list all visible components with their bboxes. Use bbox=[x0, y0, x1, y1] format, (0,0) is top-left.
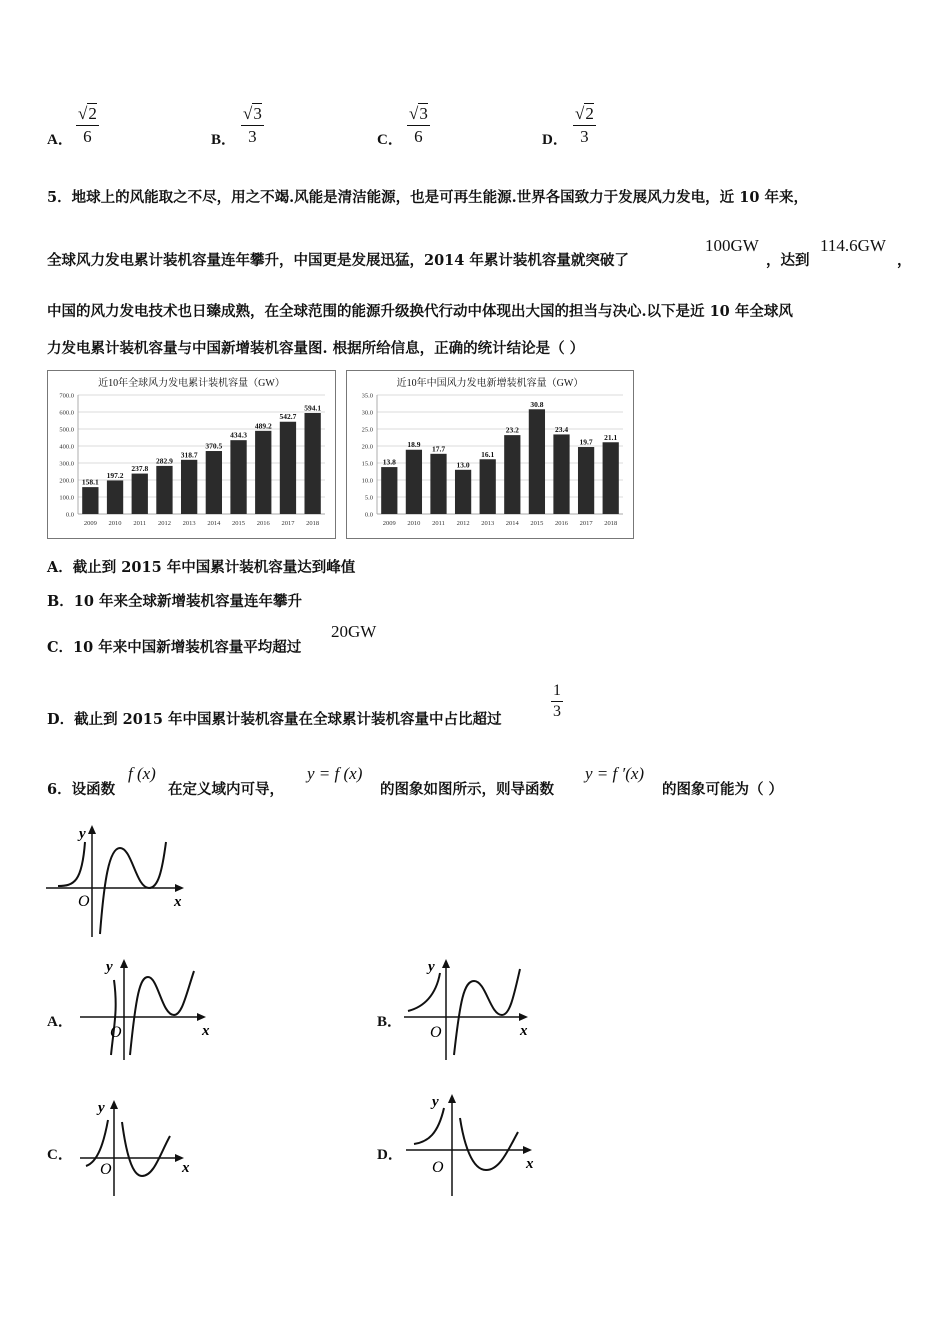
x-tick-label: 2011 bbox=[133, 520, 147, 527]
y-label: y bbox=[79, 826, 86, 842]
bar-value-label: 282.9 bbox=[156, 456, 173, 466]
q6-math-y-fprime: y = f ′(x) bbox=[585, 764, 645, 783]
q5-line-2: 全球风力发电累计装机容量连年攀升，中国更是发展迅猛，2014 年累计装机容量就突破了 bbox=[47, 252, 629, 269]
q6-option-a-label: A． bbox=[47, 1014, 73, 1030]
q5-text-reach: ，达到 bbox=[766, 252, 810, 269]
curve-right bbox=[460, 1118, 518, 1170]
y-label: y bbox=[106, 959, 113, 975]
bar-2014 bbox=[504, 435, 520, 514]
x-tick-label: 2014 bbox=[207, 520, 221, 527]
y-axis-arrow bbox=[88, 825, 96, 834]
q4-option-a-fraction: √2 6 bbox=[78, 104, 97, 146]
bar-2017 bbox=[280, 422, 296, 514]
bar-2011 bbox=[430, 454, 446, 514]
q6-option-d-label: D． bbox=[377, 1147, 403, 1163]
q5-line-4: 力发电累计装机容量与中国新增装机容量图. 根据所给信息，正确的统计结论是（ ） bbox=[47, 340, 585, 357]
bar-value-label: 16.1 bbox=[481, 449, 495, 459]
bar-value-label: 30.8 bbox=[530, 399, 544, 409]
y-tick-label: 30.0 bbox=[361, 409, 373, 417]
bar-2009 bbox=[82, 487, 98, 514]
y-tick-label: 0.0 bbox=[65, 511, 74, 519]
bar-value-label: 18.9 bbox=[407, 440, 421, 450]
x-tick-label: 2013 bbox=[481, 520, 495, 527]
y-tick-label: 15.0 bbox=[361, 460, 373, 468]
y-tick-label: 600.0 bbox=[59, 409, 74, 417]
curve-left bbox=[414, 1108, 444, 1144]
bar-value-label: 434.3 bbox=[230, 430, 247, 440]
q5-math-100gw: 100GW bbox=[705, 236, 759, 255]
bar-value-label: 318.7 bbox=[180, 450, 198, 460]
origin-label: O bbox=[432, 1159, 444, 1176]
y-label: y bbox=[98, 1100, 105, 1116]
origin-label: O bbox=[78, 893, 90, 910]
bar-value-label: 19.7 bbox=[579, 437, 593, 447]
y-tick-label: 25.0 bbox=[361, 426, 373, 434]
y-tick-label: 5.0 bbox=[364, 494, 373, 502]
bar-value-label: 23.2 bbox=[505, 425, 519, 435]
bar-value-label: 158.1 bbox=[81, 477, 99, 487]
bar-2018 bbox=[304, 413, 320, 514]
q5-line-1: 5．地球上的风能取之不尽，用之不竭.风能是清洁能源，也是可再生能源.世界各国致力于发展风力发电，近 10 年来， bbox=[47, 189, 808, 206]
x-tick-label: 2018 bbox=[604, 520, 618, 527]
y-tick-label: 10.0 bbox=[361, 477, 373, 485]
y-tick-label: 400.0 bbox=[59, 443, 74, 451]
chart-title: 近10年中国风力发电新增装机容量（GW） bbox=[396, 378, 584, 389]
global-capacity-chart bbox=[47, 370, 336, 539]
y-tick-label: 500.0 bbox=[59, 426, 74, 434]
curve-right bbox=[122, 1122, 170, 1176]
y-tick-label: 200.0 bbox=[59, 477, 74, 485]
y-tick-label: 0.0 bbox=[364, 511, 373, 519]
q5-option-b: B．10 年来全球新增装机容量连年攀升 bbox=[47, 593, 302, 610]
q5-option-a: A．截止到 2015 年中国累计装机容量达到峰值 bbox=[47, 559, 356, 576]
q4-option-c-label: C． bbox=[377, 132, 403, 148]
x-tick-label: 2015 bbox=[530, 520, 544, 527]
q6-math-fx: f (x) bbox=[128, 764, 156, 783]
x-tick-label: 2012 bbox=[456, 520, 470, 527]
bar-value-label: 197.2 bbox=[106, 470, 124, 480]
q6-suffix: 的图象可能为（ ） bbox=[662, 781, 784, 798]
bar-2010 bbox=[406, 450, 422, 514]
bar-2013 bbox=[480, 459, 496, 514]
bar-2013 bbox=[181, 460, 197, 514]
q6-option-c-label: C． bbox=[47, 1147, 73, 1163]
q6-option-b-graph[interactable] bbox=[402, 955, 542, 1065]
x-tick-label: 2018 bbox=[306, 520, 320, 527]
q6-prefix: 6．设函数 bbox=[47, 781, 116, 798]
y-tick-label: 35.0 bbox=[361, 392, 373, 400]
x-tick-label: 2015 bbox=[232, 520, 246, 527]
q5-line-3: 中国的风力发电技术也日臻成熟，在全球范围的能源升级换代行动中体现出大国的担当与决心.以下是近 10 年全球风 bbox=[47, 303, 793, 320]
q4-option-d-label: D． bbox=[542, 132, 568, 148]
y-axis-arrow bbox=[110, 1100, 118, 1109]
y-tick-label: 700.0 bbox=[59, 392, 74, 400]
bar-2014 bbox=[206, 451, 222, 514]
bar-value-label: 237.8 bbox=[131, 464, 149, 474]
x-label: x bbox=[182, 1160, 190, 1176]
bar-2010 bbox=[107, 480, 123, 514]
q4-option-b-fraction: √3 3 bbox=[243, 104, 262, 146]
y-axis-arrow bbox=[442, 959, 450, 968]
china-new-capacity-chart-svg bbox=[347, 371, 633, 538]
q6-option-a-graph[interactable] bbox=[78, 955, 218, 1065]
y-axis-arrow bbox=[448, 1094, 456, 1103]
x-tick-label: 2017 bbox=[281, 520, 295, 527]
bar-value-label: 21.1 bbox=[604, 432, 618, 442]
x-axis-arrow bbox=[523, 1146, 532, 1154]
y-label: y bbox=[432, 1094, 439, 1110]
bar-2016 bbox=[255, 431, 271, 514]
bar-value-label: 489.2 bbox=[254, 421, 272, 431]
q6-option-d-graph[interactable] bbox=[402, 1088, 552, 1203]
q4-option-d-fraction: √2 3 bbox=[575, 104, 594, 146]
q5-option-d-fraction: 1 3 bbox=[553, 682, 561, 720]
x-axis-arrow bbox=[197, 1013, 206, 1021]
x-tick-label: 2017 bbox=[579, 520, 593, 527]
q4-option-c-fraction: √3 6 bbox=[409, 104, 428, 146]
q5-math-114gw: 114.6GW bbox=[820, 236, 886, 255]
curve-right bbox=[130, 971, 194, 1055]
global-capacity-chart-svg bbox=[48, 371, 335, 538]
q5-text-comma: ， bbox=[897, 252, 912, 269]
bar-value-label: 542.7 bbox=[279, 412, 297, 422]
curve-right bbox=[454, 969, 520, 1055]
x-tick-label: 2010 bbox=[108, 520, 122, 527]
x-label: x bbox=[526, 1156, 534, 1172]
bar-2012 bbox=[455, 470, 471, 514]
q4-option-b-label: B． bbox=[211, 132, 237, 148]
bar-2015 bbox=[529, 409, 545, 514]
x-tick-label: 2016 bbox=[256, 520, 270, 527]
origin-label: O bbox=[110, 1024, 122, 1041]
origin-label: O bbox=[430, 1024, 442, 1041]
curve-left bbox=[408, 973, 440, 1011]
origin-label: O bbox=[100, 1161, 112, 1178]
chart-title: 近10年全球风力发电累计装机容量（GW） bbox=[98, 378, 285, 389]
bar-2018 bbox=[603, 442, 619, 514]
bar-2017 bbox=[578, 447, 594, 514]
china-new-capacity-chart bbox=[346, 370, 634, 539]
bar-2012 bbox=[156, 466, 172, 514]
q6-mid-2: 的图象如图所示，则导函数 bbox=[380, 781, 554, 798]
x-tick-label: 2016 bbox=[555, 520, 568, 527]
x-label: x bbox=[174, 894, 182, 910]
y-axis-arrow bbox=[120, 959, 128, 968]
bar-2016 bbox=[553, 434, 569, 514]
q6-main-graph bbox=[44, 822, 194, 942]
q5-option-c-math: 20GW bbox=[331, 622, 377, 641]
y-label: y bbox=[428, 959, 435, 975]
q4-option-a-label: A． bbox=[47, 132, 73, 148]
q6-mid-1: 在定义域内可导， bbox=[168, 781, 284, 798]
x-label: x bbox=[202, 1023, 210, 1039]
x-tick-label: 2010 bbox=[407, 520, 421, 527]
x-tick-label: 2014 bbox=[505, 520, 519, 527]
x-tick-label: 2011 bbox=[432, 520, 445, 527]
q5-option-c: C．10 年来中国新增装机容量平均超过 bbox=[47, 639, 302, 656]
x-tick-label: 2009 bbox=[382, 520, 396, 527]
q6-option-b-label: B． bbox=[377, 1014, 403, 1030]
x-tick-label: 2009 bbox=[83, 520, 97, 527]
x-tick-label: 2012 bbox=[157, 520, 171, 527]
x-label: x bbox=[520, 1023, 528, 1039]
bar-2009 bbox=[381, 467, 397, 514]
fx-curve-left bbox=[58, 842, 85, 886]
y-tick-label: 100.0 bbox=[59, 494, 74, 502]
bar-2011 bbox=[132, 474, 148, 514]
x-axis-arrow bbox=[175, 884, 184, 892]
bar-value-label: 13.0 bbox=[456, 460, 470, 470]
curve-left bbox=[86, 1120, 108, 1166]
y-tick-label: 20.0 bbox=[361, 443, 373, 451]
bar-value-label: 17.7 bbox=[431, 444, 446, 454]
x-tick-label: 2013 bbox=[182, 520, 196, 527]
bar-value-label: 370.5 bbox=[205, 441, 223, 451]
bar-value-label: 23.4 bbox=[554, 424, 569, 434]
bar-value-label: 13.8 bbox=[382, 457, 396, 467]
q6-option-c-graph[interactable] bbox=[78, 1092, 208, 1202]
y-tick-label: 300.0 bbox=[59, 460, 74, 468]
q6-math-y-fx: y = f (x) bbox=[307, 764, 363, 783]
bar-value-label: 594.1 bbox=[304, 403, 322, 413]
q5-option-d: D．截止到 2015 年中国累计装机容量在全球累计装机容量中占比超过 bbox=[47, 711, 502, 728]
x-axis-arrow bbox=[519, 1013, 528, 1021]
bar-2015 bbox=[230, 440, 246, 514]
